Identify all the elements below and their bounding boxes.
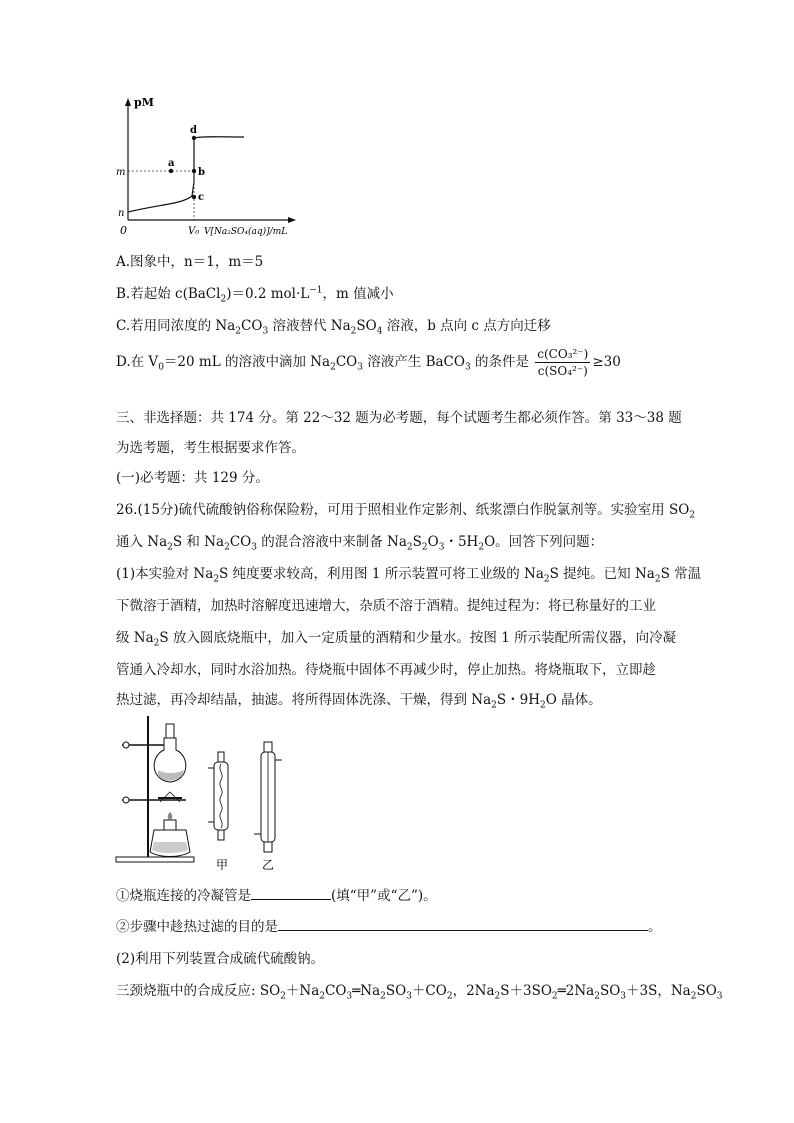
q26-part1-line4: 管通入冷却水，同时水浴加热。待烧瓶中固体不再减少时，停止加热。将烧瓶取下，立即趁 bbox=[116, 662, 656, 678]
titration-graph bbox=[112, 92, 312, 242]
option-b: B.若起始 c(BaCl$_2$)＝0.2 $mol\cdot L^{-1}$，m 值减小 bbox=[116, 285, 394, 305]
tick-n: n bbox=[118, 208, 125, 219]
q26-subq2: ②步骤中趁热过滤的目的是 。 bbox=[116, 915, 662, 935]
q26-line2: 通入 $Na_2S$ 和 $Na_2CO_3$ 的混合溶液中来制备 $Na_2S_2O_3$・$5H_2O$。回答下列问题： bbox=[116, 534, 604, 553]
q26-part1-line1: (1)本实验对 $Na_2S$ 纯度要求较高，利用图 1 所示装置可将工业级的 $Na_2S$ 提纯。已知 $Na_2S$ 常温 bbox=[116, 566, 702, 585]
q26-part1-line5: 热过滤，再冷却结晶，抽滤。将所得固体洗涤、干燥，得到 $Na_2S$・$9H_2O$ 晶体。 bbox=[116, 692, 602, 711]
answer-blank-1[interactable] bbox=[251, 885, 331, 900]
option-a: A.图象中，n＝1，m＝5 bbox=[116, 254, 264, 270]
label-jia: 甲 bbox=[216, 858, 229, 872]
option-d: D.在 $V_0=20$ mL 的溶液中滴加 $Na_2CO_3$ 溶液产生 BaCO$_3$ 的条件是 $\frac{\text{c(CO₃²⁻)}}{\text{c(SO₄²⁻)}}$ ≥30 bbox=[116, 347, 621, 378]
apparatus-figure bbox=[114, 712, 294, 872]
q26-line1: 26.(15分)硫代硫酸钠俗称保险粉，可用于照相业作定影剂、纸浆漂白作脱氯剂等。实验室用 $SO_2$ bbox=[116, 502, 696, 521]
point-d-label: d bbox=[190, 125, 197, 136]
x-axis-label: V[Na₂SO₄(aq)]/mL bbox=[204, 227, 288, 237]
answer-blank-2[interactable] bbox=[278, 916, 648, 931]
q26-reaction-line: 三颈烧瓶中的合成反应: $SO_2+Na_2CO_3═Na_2SO_3+CO_2$，$2Na_2S+3SO_2═2Na_2SO_3+3S$，$Na_2SO_3$ bbox=[116, 983, 723, 1002]
ratio-fraction: $\frac{\text{c(CO₃²⁻)}}{\text{c(SO₄²⁻)}}$ bbox=[537, 347, 589, 378]
point-c-label: c bbox=[198, 192, 205, 203]
tick-v0: V₀ bbox=[188, 226, 200, 237]
q26-subq1: ①烧瓶连接的冷凝管是 (填“甲”或“乙”)。 bbox=[116, 884, 437, 904]
label-yi: 乙 bbox=[262, 858, 275, 872]
point-b-label: b bbox=[198, 167, 205, 178]
section3-line1: 三、非选择题：共 174 分。第 22～32 题为必考题，每个试题考生都必须作答。第 33～38 题 bbox=[116, 410, 682, 426]
q26-part2: (2)利用下列装置合成硫代硫酸钠。 bbox=[116, 951, 325, 967]
section3-line2: 为选考题，考生根据要求作答。 bbox=[116, 440, 305, 456]
required-heading: (一)必考题：共 129 分。 bbox=[116, 470, 269, 486]
y-axis-label: pM bbox=[134, 96, 154, 109]
point-a-label: a bbox=[168, 158, 175, 169]
q26-part1-line2: 下微溶于酒精，加热时溶解度迅速增大，杂质不溶于酒精。提纯过程为：将已称量好的工业 bbox=[116, 598, 656, 614]
origin-label: 0 bbox=[120, 224, 127, 237]
tick-m: m bbox=[116, 167, 126, 178]
option-c: C.若用同浓度的 $Na_2CO_3$ 溶液替代 $Na_2SO_4$ 溶液，b 点向 c 点方向迁移 bbox=[116, 318, 551, 337]
q26-part1-line3: 级 $Na_2S$ 放入圆底烧瓶中，加入一定质量的酒精和少量水。按图 1 所示装配所需仪器，向冷凝 bbox=[116, 630, 677, 649]
